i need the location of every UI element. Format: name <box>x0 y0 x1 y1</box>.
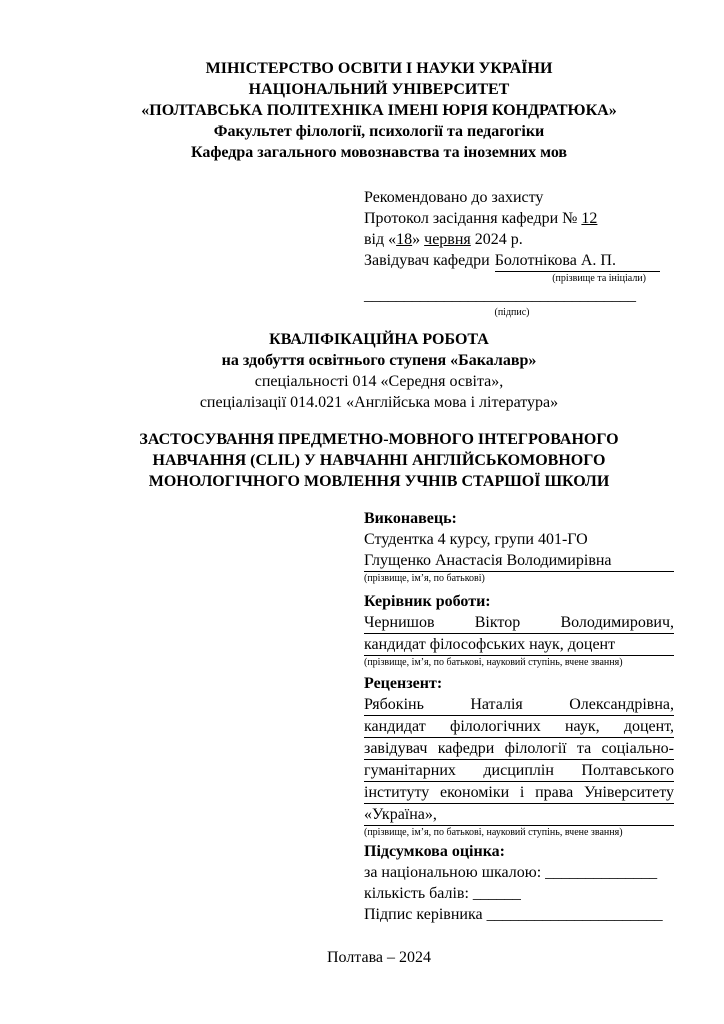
grade-signature-label: Підпис керівника <box>364 906 487 923</box>
university-header <box>84 58 674 163</box>
date-day: 18 <box>396 231 413 248</box>
grade-scale-label: за національною шкалою: <box>364 864 546 881</box>
reviewer-degree: кандидат філологічних наук, доцент, <box>364 716 674 738</box>
faculty-line: Факультет філології, психології та педагогіки <box>213 123 545 140</box>
protocol-date-line <box>364 229 660 250</box>
thesis-title <box>84 429 674 492</box>
protocol-line <box>364 208 660 229</box>
signature-line: __________________________________ <box>364 287 636 304</box>
supervisor-caption: (прізвище, ім’я, по батькові, науковий ступінь, вчене звання) <box>364 657 623 668</box>
protocol-prefix: Протокол засідання кафедри № <box>364 210 582 227</box>
grade-label: Підсумкова оцінка: <box>364 843 505 860</box>
thesis-title-line-2: НАВЧАННЯ (CLIL) У НАВЧАННІ АНГЛІЙСЬКОМОВНОГО <box>152 452 606 469</box>
reviewer-position-line-1: завідувач кафедри філології та соціально- <box>364 738 674 760</box>
supervisor-degree: кандидат філософських наук, доцент <box>364 634 674 656</box>
work-title: КВАЛІФІКАЦІЙНА РОБОТА <box>269 331 489 348</box>
grade-signature-line <box>364 904 674 925</box>
executor-name: Глущенко Анастасія Володимирівна <box>364 550 674 572</box>
university-line: НАЦІОНАЛЬНИЙ УНІВЕРСИТЕТ <box>248 81 510 98</box>
ministry-line: МІНІСТЕРСТВО ОСВІТИ І НАУКИ УКРАЇНИ <box>205 60 553 77</box>
city-year-footer: Полтава – 2024 <box>326 949 432 966</box>
grade-scale-line <box>364 862 674 883</box>
head-name-caption: (прізвище та ініціали) <box>552 273 646 284</box>
reviewer-name: Рябокінь Наталія Олександрівна, <box>364 694 674 716</box>
reviewer-position-line-2: гуманітарних дисциплін Полтавського <box>364 760 674 782</box>
reviewer-label: Рецензент: <box>364 675 443 692</box>
supervisor-label: Керівник роботи: <box>364 593 491 610</box>
grade-points-line <box>364 883 674 904</box>
date-suffix: 2024 р. <box>470 231 523 248</box>
signature-caption: (підпис) <box>494 307 530 318</box>
date-mid: » <box>412 231 425 248</box>
reviewer-position-line-4: «Україна», <box>364 804 674 826</box>
department-head-line <box>364 250 660 272</box>
grade-points-blank: ______ <box>472 885 521 902</box>
department-line: Кафедра загального мовознавства та іноземних мов <box>190 144 568 161</box>
executor-block <box>364 508 674 585</box>
supervisor-block <box>364 591 674 669</box>
approval-block <box>364 187 660 319</box>
head-name: Болотнікова А. П. <box>495 250 660 272</box>
grade-block <box>364 841 674 925</box>
date-month: червня <box>424 231 471 248</box>
work-degree: на здобуття освітнього ступеня «Бакалавр» <box>221 352 537 369</box>
executor-label: Виконавець: <box>364 510 457 527</box>
university-name-line: «ПОЛТАВСЬКА ПОЛІТЕХНІКА ІМЕНІ ЮРІЯ КОНДРАТЮКА» <box>141 102 617 119</box>
reviewer-caption: (прізвище, ім’я, по батькові, науковий ступінь, вчене звання) <box>364 827 623 838</box>
work-specialization: спеціалізації 014.021 «Англійська мова і література» <box>199 394 559 411</box>
head-prefix: Завідувач кафедри <box>364 252 490 269</box>
supervisor-name: Чернишов Віктор Володимирович, <box>364 612 674 634</box>
executor-group-line: Студентка 4 курсу, групи 401-ГО <box>364 531 588 548</box>
work-speciality: спеціальності 014 «Середня освіта», <box>254 373 504 390</box>
reviewer-position-line-3: інституту економіки і права Університету <box>364 782 674 804</box>
protocol-number: 12 <box>581 210 598 227</box>
thesis-title-line-3: МОНОЛОГІЧНОГО МОВЛЕННЯ УЧНІВ СТАРШОЇ ШКОЛИ <box>148 473 610 490</box>
grade-scale-blank: ______________ <box>545 864 658 881</box>
reviewer-block <box>364 673 674 839</box>
grade-points-label: кількість балів: <box>364 885 473 902</box>
date-prefix: від « <box>364 231 397 248</box>
work-type-block <box>84 329 674 413</box>
grade-signature-blank: ______________________ <box>486 906 663 923</box>
recommended-line: Рекомендовано до захисту <box>364 189 544 206</box>
executor-caption: (прізвище, ім’я, по батькові) <box>364 573 485 584</box>
thesis-title-line-1: ЗАСТОСУВАННЯ ПРЕДМЕТНО-МОВНОГО ІНТЕГРОВАНОГО <box>139 431 619 448</box>
